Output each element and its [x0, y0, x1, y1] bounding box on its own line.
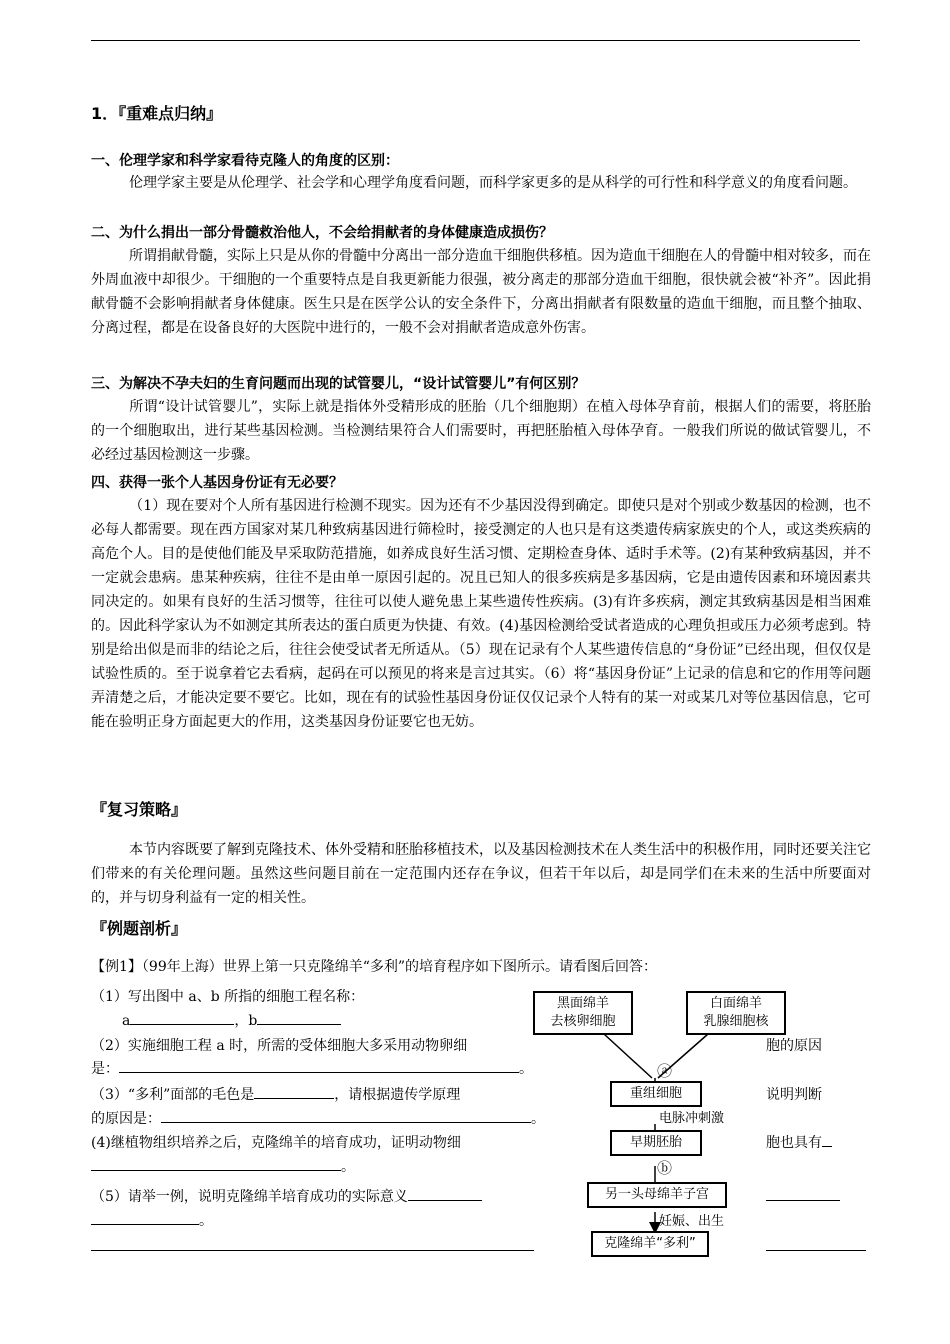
question-4-title: 四、获得一张个人基因身份证有无必要？ — [91, 475, 343, 491]
section-heading: 1．『重难点归纳』 — [91, 104, 223, 123]
example-q2-right: 胞的原因 — [766, 1038, 822, 1054]
flow-label-b: ⓑ — [657, 1159, 673, 1177]
question-3-text: 所谓“设计试管婴儿”，实际上就是指体外受精形成的胚胎（几个细胞期）在植入母体孕育前，根据人们的需要，将胚胎的一个细胞取出，进行某些基因检测。当检测结果符合人们需要时，再把胚胎植入母体孕育。一般我们所说的做试管婴儿，不必经过基因检测这一步骤。 — [91, 399, 871, 463]
blank-q5-right[interactable] — [766, 1186, 840, 1201]
blank-q2[interactable] — [119, 1058, 519, 1073]
flow-box-dolly: 克隆绵羊“多利” — [591, 1231, 709, 1257]
blank-b[interactable] — [257, 1010, 341, 1025]
flow-box-white-line2: 乳腺细胞核 — [703, 1014, 769, 1029]
blank-q3-color[interactable] — [254, 1084, 334, 1099]
example-q5-end: 。 — [199, 1213, 213, 1229]
example-q4-end: 。 — [341, 1159, 355, 1175]
question-1-title: 一、伦理学家和科学家看待克隆人的角度的区别： — [91, 153, 399, 169]
flow-box-white-sheep — [686, 991, 786, 1035]
examples-heading: 『例题剖析』 — [91, 919, 188, 938]
example-q3-end: 。 — [531, 1111, 545, 1127]
example-q2-cont — [91, 1057, 533, 1081]
blank-q4[interactable] — [91, 1156, 341, 1171]
blank-b-label: ，b — [234, 1013, 258, 1029]
example-q2-end: 。 — [519, 1061, 533, 1077]
blank-a-label: a — [122, 1013, 131, 1029]
strategy-body — [91, 838, 871, 910]
example-q3-prefix: （3）“多利”面部的毛色是 — [91, 1087, 255, 1103]
blank-a[interactable] — [130, 1010, 234, 1025]
example-q5-cont — [91, 1209, 213, 1233]
example-q2: （2）实施细胞工程 a 时，所需的受体细胞大多采用动物卵细 — [91, 1038, 468, 1054]
question-3-body — [91, 395, 871, 467]
example-intro: 【例1】（99年上海）世界上第一只克隆绵羊“多利”的培育程序如下图所示。请看图后回答： — [91, 959, 658, 975]
blank-q3-reason[interactable] — [161, 1108, 531, 1123]
top-rule — [91, 40, 860, 41]
example-q2-prefix: 是： — [91, 1061, 119, 1077]
example-q3-mid: ，请根据遗传学原理 — [334, 1087, 461, 1103]
example-q4-cont — [91, 1155, 355, 1179]
question-4-body — [91, 494, 871, 734]
example-q5 — [91, 1185, 482, 1209]
flow-box-embryo: 早期胚胎 — [610, 1130, 702, 1156]
example-q4: (4)继植物组织培养之后，克隆绵羊的培育成功，证明动物细 — [91, 1135, 461, 1151]
flow-box-recon-cell: 重组细胞 — [610, 1081, 702, 1107]
blank-q5[interactable] — [408, 1186, 482, 1201]
example-q4-right — [766, 1131, 832, 1155]
strategy-heading: 『复习策略』 — [91, 800, 188, 819]
question-2-title: 二、为什么捐出一部分骨髓救治他人，不会给捐献者的身体健康造成损伤？ — [91, 225, 553, 241]
flow-box-black-sheep — [533, 991, 633, 1035]
blank-q5-cont[interactable] — [91, 1210, 199, 1225]
arrow-black-to-center — [604, 1034, 652, 1078]
example-q5-prefix: （5）请举一例，说明克隆绵羊培育成功的实际意义 — [91, 1189, 408, 1205]
question-1-body — [91, 171, 871, 195]
question-2-body — [91, 244, 871, 340]
flow-label-birth: 妊娠、出生 — [659, 1214, 725, 1229]
flow-label-pulse: 电脉冲刺激 — [659, 1111, 725, 1126]
question-4-text: （1）现在要对个人所有基因进行检测不现实。因为还有不少基因没得到确定。即使只是对个别或少数基因的检测，也不必每人都需要。现在西方国家对某几种致病基因进行筛检时，接受测定的人也只是有这类遗传病家族史的个人，或这类疾病的高危个人。目的是使他们能及早采取防范措施，如养成良好生活习惯、定期检查身体、适时手术等。(2)有某种致病基因，并不一定就会患病。患某种疾病，往往不是由单一原因引起的。况且已知人的很多疾病是多基因病，它是由遗传因素和环境因素共同决定的。如果有良好的生活习惯等，往往可以使人避免患上某些遗传性疾病。(3)有许多疾病，测定其致病基因是相当困难的。因此科学家认为不如测定其所表达的蛋白质更为快捷、有效。(4)基因检测给受试者造成的心理负担或压力必须考虑到。特别是给出似是而非的结论之后，往往会使受试者无所适从。（5）现在记录有个人某些遗传信息的“身份证”已经出现，但仅仅是试验性质的。至于说拿着它去看病，起码在可以预见的将来是言过其实。（6）将“基因身份证”上记录的信息和它的作用等问题弄清楚之后，才能决定要不要它。比如，现在有的试验性基因身份证仅仅记录个人特有的某一对或某几对等位基因信息，它可能在验明正身方面起更大的作用，这类基因身份证要它也无妨。 — [91, 498, 871, 730]
flow-box-uterus: 另一头母绵羊子宫 — [587, 1182, 727, 1208]
flow-box-black-line2: 去核卵细胞 — [550, 1014, 616, 1029]
example-q5-right-blank — [766, 1185, 840, 1209]
flow-label-a: ⓐ — [657, 1062, 673, 1080]
example-q1: （1）写出图中 a、b 所指的细胞工程名称： — [91, 989, 365, 1005]
example-q3 — [91, 1083, 460, 1107]
strategy-text: 本节内容既要了解到克隆技术、体外受精和胚胎移植技术，以及基因检测技术在人类生活中的积极作用，同时还要关注它们带来的有关伦理问题。虽然这些问题目前在一定范围内还存在争议，但若干年以后，却是同学们在未来的生活中所要面对的，并与切身利益有一定的相关性。 — [91, 842, 871, 906]
bottom-rule-left — [91, 1250, 534, 1251]
question-2-text: 所谓捐献骨髓，实际上只是从你的骨髓中分离出一部分造血干细胞供移植。因为造血干细胞在人的骨髓中相对较多，而在外周血液中却很少。干细胞的一个重要特点是自我更新能力很强，被分离走的那部分造血干细胞，很快就会被“补齐”。因此捐献骨髓不会影响捐献者身体健康。医生只是在医学公认的安全条件下，分离出捐献者有限数量的造血干细胞，而且整个抽取、分离过程，都是在设备良好的大医院中进行的，一般不会对捐献者造成意外伤害。 — [91, 248, 871, 336]
example-q3-cont-prefix: 的原因是： — [91, 1111, 161, 1127]
question-1-text: 伦理学家主要是从伦理学、社会学和心理学角度看问题，而科学家更多的是从科学的可行性和科学意义的角度看问题。 — [129, 175, 857, 191]
example-q3-cont — [91, 1107, 545, 1131]
flow-box-black-line1: 黑面绵羊 — [556, 996, 609, 1011]
bottom-rule-right — [766, 1250, 866, 1251]
example-q1-blanks — [122, 1009, 341, 1033]
question-3-title: 三、为解决不孕夫妇的生育问题而出现的试管婴儿，“设计试管婴儿”有何区别？ — [91, 376, 586, 392]
flow-box-white-line1: 白面绵羊 — [709, 996, 762, 1011]
example-q3-right: 说明判断 — [766, 1087, 822, 1103]
example-q4-right-text: 胞也具有 — [766, 1135, 822, 1151]
blank-q4-tail[interactable] — [822, 1132, 832, 1147]
